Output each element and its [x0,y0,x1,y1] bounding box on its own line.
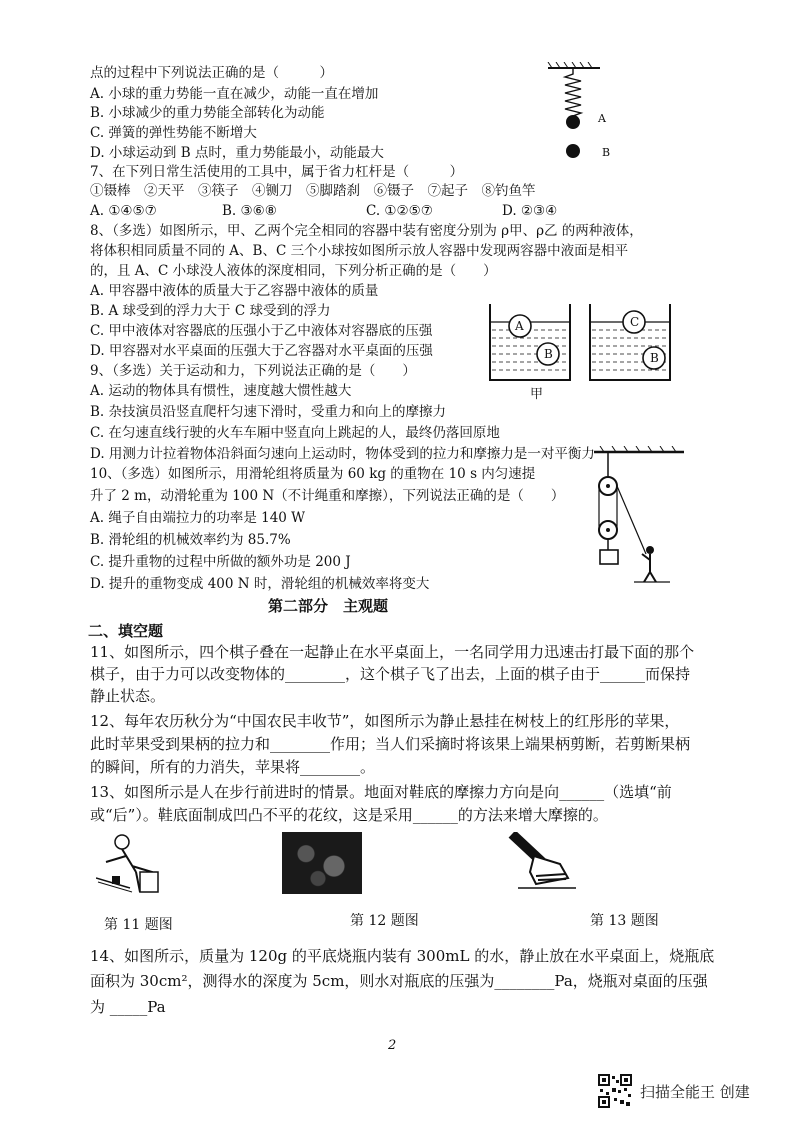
figure-13-drawing [506,832,576,896]
container-jia-label: 甲 [530,387,544,402]
q6-option-d: D. 小球运动到 B 点时，重力势能最小，动能最大 [90,145,384,161]
ball-a-label: A [515,319,524,333]
q11-stem-3: 静止状态。 [90,687,166,705]
q9-option-d: D. 用测力计拉着物体沿斜面匀速向上运动时，物体受到的拉力和摩擦力是一对平衡力 [90,446,595,462]
figure-12-caption: 第 12 题图 [350,913,419,929]
q7-tool-list: ①镊棒 ②天平 ③筷子 ④铡刀 ⑤脚踏刹 ⑥镊子 ⑦起子 ⑧钓鱼竿 [90,183,536,199]
pulley-figure [584,446,694,586]
q13-stem-1: 13、如图所示是人在步行前进时的情景。地面对鞋底的摩擦力方向是向______（选填“前 [90,783,672,801]
q12-stem-1: 12、每年农历秋分为“中国农民丰收节”，如图所示为静止悬挂在树枝上的红彤彤的苹果， [90,712,680,730]
q7-option-b: B. ③⑥⑧ [222,203,277,219]
q9-option-b: B. 杂技演员沿竖直爬杆匀速下滑时，受重力和向上的摩擦力 [90,404,447,420]
q14-stem-3: 为 _____Pa [90,998,166,1016]
q6-option-b: B. 小球减少的重力势能全部转化为动能 [90,105,325,121]
scanner-watermark [598,1074,750,1108]
q10-stem-2: 升了 2 m，动滑轮重为 100 N（不计绳重和摩擦），下列说法正确的是（ ） [90,488,565,504]
q8-option-d: D. 甲容器对水平桌面的压强大于乙容器对水平桌面的压强 [90,343,433,359]
ball-c-label: C [630,315,640,329]
q8-option-a: A. 甲容器中液体的质量大于乙容器中液体的质量 [90,283,379,299]
q7-option-a: A. ①④⑤⑦ [90,203,157,219]
ball-b2-label: B [650,351,659,365]
q8-stem-3: 的，且 A、C 小球没人液体的深度相同，下列分析正确的是（ ） [90,263,497,279]
figure-12-apple-photo [282,832,362,894]
page-number: 2 [388,1038,397,1053]
q10-option-d: D. 提升的重物变成 400 N 时，滑轮组的机械效率将变大 [90,576,430,592]
spring-ball-figure [540,62,630,172]
containers-figure [484,300,674,386]
part-two-title: 第二部分 主观题 [268,597,389,615]
q9-option-c: C. 在匀速直线行驶的火车车厢中竖直向上跳起的人，最终仍落回原地 [90,425,500,441]
label-point-b: B [602,146,611,159]
q6-stem-tail: 点的过程中下列说法正确的是（ ） [90,65,333,81]
q14-stem-1: 14、如图所示，质量为 120g 的平底烧瓶内装有 300mL 的水，静止放在水平桌面上，烧瓶底 [90,947,715,965]
q11-stem-1: 11、如图所示，四个棋子叠在一起静止在水平桌面上，一名同学用力迅速击打最下面的那个 [90,643,695,661]
q12-stem-2: 此时苹果受到果柄的拉力和________作用；当人们采摘时将该果上端果柄剪断，若剪断果柄 [90,735,691,753]
q7-stem: 7、在下列日常生活使用的工具中，属于省力杠杆是（ ） [90,164,464,180]
q6-option-a: A. 小球的重力势能一直在减少，动能一直在增加 [90,86,379,102]
q11-stem-2: 棋子，由于力可以改变物体的________，这个棋子飞了出去，上面的棋子由于______而保持 [90,665,691,683]
q8-stem-2: 将体积相同质量不同的 A、B、C 三个小球按如图所示放人容器中发现两容器中液面是相平 [90,243,629,259]
fill-in-section-heading: 二、填空题 [88,622,164,640]
q6-option-c: C. 弹簧的弹性势能不断增大 [90,125,257,141]
figure-11-caption: 第 11 题图 [104,917,173,933]
q7-option-c: C. ①②⑤⑦ [366,203,433,219]
container-jia [490,304,570,380]
scanner-watermark-text: 扫描全能王 创建 [640,1082,750,1101]
figure-13-caption: 第 13 题图 [590,913,659,929]
q8-option-b: B. A 球受到的浮力大于 C 球受到的浮力 [90,303,331,319]
q9-stem: 9、（多选）关于运动和力，下列说法正确的是（ ） [90,363,416,379]
qr-code-icon [598,1074,632,1108]
q10-option-a: A. 绳子自由端拉力的功率是 140 W [90,510,306,526]
q10-option-c: C. 提升重物的过程中所做的额外功是 200 J [90,554,351,570]
q8-option-c: C. 甲中液体对容器底的压强小于乙中液体对容器底的压强 [90,323,433,339]
q9-option-a: A. 运动的物体具有惯性，速度越大惯性越大 [90,383,352,399]
q10-option-b: B. 滑轮组的机械效率约为 85.7% [90,532,291,548]
q10-stem-1: 10、（多选）如图所示，用滑轮组将质量为 60 kg 的重物在 10 s 内匀速提 [90,466,536,482]
ball-b-label: B [544,347,553,361]
q12-stem-3: 的瞬间，所有的力消失，苹果将________。 [90,758,376,776]
q7-option-d: D. ②③④ [502,203,558,219]
q8-stem-1: 8、（多选）如图所示，甲、乙两个完全相同的容器中装有密度分别为 ρ甲、ρ乙 的两种液体， [90,223,643,239]
figure-11-drawing [96,832,164,902]
label-point-a: A [598,112,606,125]
q13-stem-2: 或“后”）。鞋底面制成凹凸不平的花纹，这是采用______的方法来增大摩擦的。 [90,806,608,824]
q14-stem-2: 面积为 30cm²，测得水的深度为 5cm，则水对瓶底的压强为________Pa，烧瓶对桌面的压强 [90,972,708,990]
